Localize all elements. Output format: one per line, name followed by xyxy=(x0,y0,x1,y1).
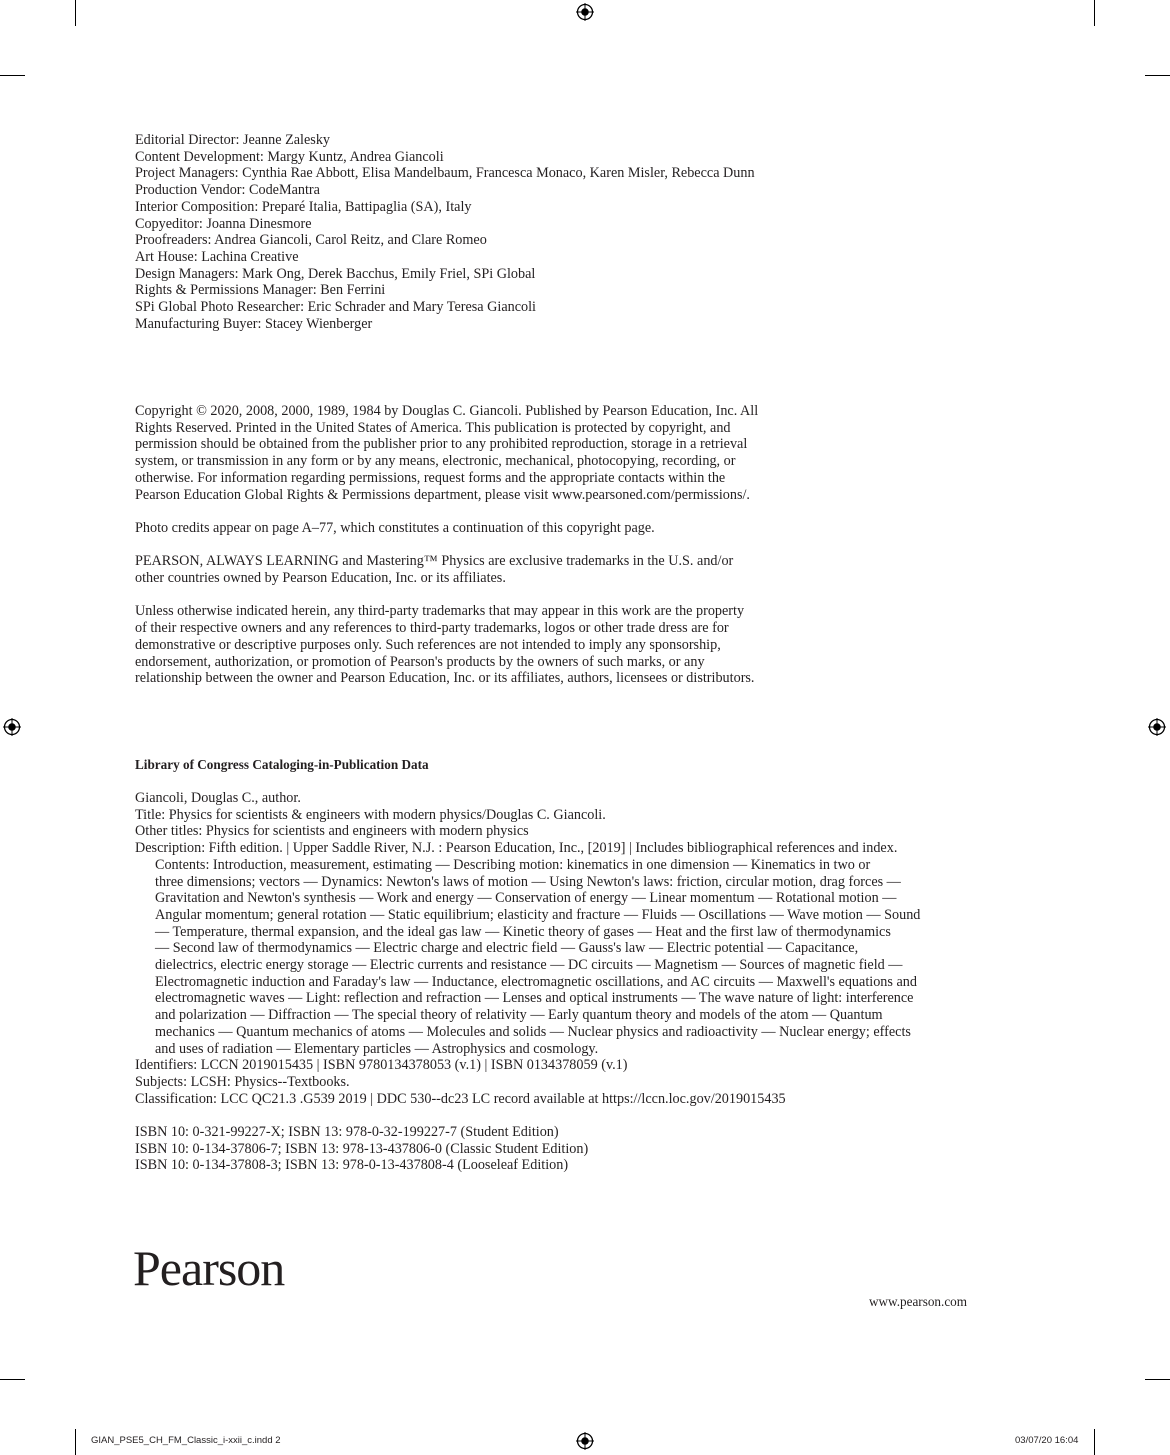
crop-mark xyxy=(75,0,76,26)
text-line: Photo credits appear on page A–77, which constitutes a continuation of this copyright page. xyxy=(135,519,655,536)
credit-line: Art House: Lachina Creative xyxy=(135,248,299,265)
text-line: Copyright © 2020, 2008, 2000, 1989, 1984 by Douglas C. Giancoli. Published by Pearson Education, Inc. All xyxy=(135,403,759,419)
isbn-line: ISBN 10: 0-134-37806-7; ISBN 13: 978-13-437806-0 (Classic Student Edition) xyxy=(135,1140,589,1157)
cip-author: Giancoli, Douglas C., author. xyxy=(135,790,301,806)
registration-mark-icon xyxy=(576,1432,594,1450)
cip-contents-line: — Second law of thermodynamics — Electric charge and electric field — Gauss's law — Electric potential — Capacitance, xyxy=(155,940,859,957)
third-party-paragraph xyxy=(135,603,815,687)
text-line: otherwise. For information regarding permissions, request forms and the appropriate contacts within the xyxy=(135,469,726,486)
copyright-paragraph xyxy=(135,403,815,503)
cip-contents-line: and polarization — Diffraction — The special theory of relativity — Early quantum theory and models of the atom — Quantum xyxy=(155,1007,883,1024)
text-line: relationship between the owner and Pearson Education, Inc. or its affiliates, authors, licensees or distributors. xyxy=(135,670,755,687)
photo-credits-paragraph xyxy=(135,520,815,537)
trademarks-paragraph xyxy=(135,553,815,586)
credit-line: Interior Composition: Preparé Italia, Battipaglia (SA), Italy xyxy=(135,198,472,215)
website-link[interactable]: www.pearson.com xyxy=(869,1294,968,1309)
cip-contents-line: Gravitation and Newton's synthesis — Work and energy — Conservation of energy — Linear momentum — Rotational motion — xyxy=(155,890,897,907)
crop-mark xyxy=(75,1429,76,1455)
credit-line: Editorial Director: Jeanne Zalesky xyxy=(135,132,331,148)
credit-line: Content Development: Margy Kuntz, Andrea Giancoli xyxy=(135,148,444,165)
cip-heading: Library of Congress Cataloging-in-Publication Data xyxy=(135,757,429,772)
text-line: permission should be obtained from the publisher prior to any prohibited reproduction, storage in a retrieval xyxy=(135,436,748,453)
crop-mark xyxy=(1145,1379,1170,1380)
text-line: of their respective owners and any references to third-party trademarks, logos or other trade dress are for xyxy=(135,620,729,637)
text-line: endorsement, authorization, or promotion of Pearson's products by the owners of such marks, or any xyxy=(135,653,705,670)
registration-mark-icon xyxy=(1148,718,1166,736)
text-line: PEARSON, ALWAYS LEARNING and Mastering™ Physics are exclusive trademarks in the U.S. and/or xyxy=(135,553,734,570)
cip-classification: Classification: LCC QC21.3 .G539 2019 | DDC 530--dc23 LC record available at https://lccn.loc.gov/2019015435 xyxy=(135,1090,786,1107)
credit-line: Design Managers: Mark Ong, Derek Bacchus, Emily Friel, SPi Global xyxy=(135,265,536,282)
credit-line: Project Managers: Cynthia Rae Abbott, Elisa Mandelbaum, Francesca Monaco, Karen Misler, Rebecca Dunn xyxy=(135,165,755,182)
slug-datetime: 03/07/20 16:04 xyxy=(1015,1435,1079,1446)
cip-contents-line: three dimensions; vectors — Dynamics: Newton's laws of motion — Using Newton's laws: friction, circular motion, drag forces — xyxy=(155,873,901,890)
credit-line: SPi Global Photo Researcher: Eric Schrader and Mary Teresa Giancoli xyxy=(135,299,536,316)
cip-contents-line: Electromagnetic induction and Faraday's law — Inductance, electromagnetic oscillations, and AC circuits — Maxwell's equations and xyxy=(155,973,917,990)
text-line: Unless otherwise indicated herein, any third-party trademarks that may appear in this work are the property xyxy=(135,603,745,620)
credit-line: Copyeditor: Joanna Dinesmore xyxy=(135,215,312,232)
cip-contents-line: electromagnetic waves — Light: reflection and refraction — Lenses and optical instruments — The wave nature of light: interference xyxy=(155,990,914,1007)
copyright-section xyxy=(135,403,815,704)
crop-mark xyxy=(0,75,25,76)
cip-data xyxy=(135,790,995,1107)
cip-contents-line: dielectrics, electric energy storage — Electric currents and resistance — DC circuits — Magnetism — Sources of magnetic field — xyxy=(155,957,903,974)
credit-line: Proofreaders: Andrea Giancoli, Carol Reitz, and Clare Romeo xyxy=(135,232,487,249)
crop-mark xyxy=(1094,0,1095,26)
isbn-line: ISBN 10: 0-321-99227-X; ISBN 13: 978-0-32-199227-7 (Student Edition) xyxy=(135,1124,559,1140)
cip-contents-line: — Temperature, thermal expansion, and the ideal gas law — Kinetic theory of gases — Heat and the first law of thermodynamics xyxy=(155,923,891,940)
registration-mark-icon xyxy=(3,718,21,736)
text-line: Pearson Education Global Rights & Permissions department, please visit www.pearsoned.com/permissions/. xyxy=(135,486,750,503)
isbn-line: ISBN 10: 0-134-37808-3; ISBN 13: 978-0-13-437808-4 (Looseleaf Edition) xyxy=(135,1157,569,1174)
cip-contents-line: Contents: Introduction, measurement, estimating — Describing motion: kinematics in one dimension — Kinematics in two or xyxy=(155,856,871,873)
staff-credits xyxy=(135,132,755,332)
crop-mark xyxy=(0,1379,25,1380)
cip-contents-line: Angular momentum; general rotation — Static equilibrium; elasticity and fracture — Fluids — Oscillations — Wave motion — Sound xyxy=(155,906,921,923)
slug-filename: GIAN_PSE5_CH_FM_Classic_i-xxii_c.indd 2 xyxy=(91,1435,281,1446)
cip-subjects: Subjects: LCSH: Physics--Textbooks. xyxy=(135,1073,350,1090)
crop-mark xyxy=(1094,1429,1095,1455)
text-line: Rights Reserved. Printed in the United States of America. This publication is protected by copyright, and xyxy=(135,419,731,436)
credit-line: Production Vendor: CodeMantra xyxy=(135,182,320,199)
cip-contents-line: mechanics — Quantum mechanics of atoms — Molecules and solids — Nuclear physics and radioactivity — Nuclear energy; effects xyxy=(155,1023,911,1040)
isbn-list xyxy=(135,1124,588,1174)
cip-contents-line: and uses of radiation — Elementary particles — Astrophysics and cosmology. xyxy=(155,1040,599,1057)
registration-mark-icon xyxy=(576,3,594,21)
cip-other-titles: Other titles: Physics for scientists and engineers with modern physics xyxy=(135,823,529,840)
crop-mark xyxy=(1145,75,1170,76)
text-line: other countries owned by Pearson Education, Inc. or its affiliates. xyxy=(135,570,506,586)
credit-line: Rights & Permissions Manager: Ben Ferrini xyxy=(135,282,386,299)
cip-identifiers: Identifiers: LCCN 2019015435 | ISBN 9780134378053 (v.1) | ISBN 0134378059 (v.1) xyxy=(135,1057,628,1074)
pearson-logo: Pearson xyxy=(133,1240,285,1296)
cip-description: Description: Fifth edition. | Upper Saddle River, N.J. : Pearson Education, Inc., [2019] | Includes bibliographical references and index. xyxy=(135,840,898,857)
text-line: system, or transmission in any form or by any means, electronic, mechanical, photocopying, recording, or xyxy=(135,453,736,470)
credit-line: Manufacturing Buyer: Stacey Wienberger xyxy=(135,315,373,332)
cip-title: Title: Physics for scientists & engineers with modern physics/Douglas C. Giancoli. xyxy=(135,806,606,823)
text-line: demonstrative or descriptive purposes only. Such references are not intended to imply any sponsorship, xyxy=(135,636,721,653)
